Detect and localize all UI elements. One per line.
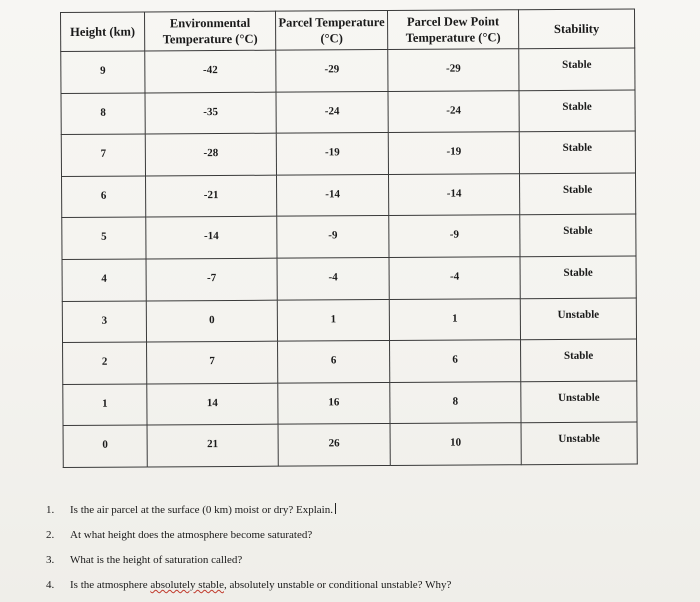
cell-stability: Unstable xyxy=(521,422,637,464)
question-item xyxy=(46,498,451,523)
header-parcel-temperature: Parcel Temperature (°C) xyxy=(275,10,387,50)
cell-parcel-temperature: -4 xyxy=(277,257,389,299)
question-number: 2. xyxy=(46,529,55,541)
question-text[interactable]: What is the height of saturation called? xyxy=(70,554,243,566)
question-number: 1. xyxy=(46,504,55,516)
header-environmental-temperature: Environmental Temperature (°C) xyxy=(145,11,276,51)
cell-dew-point: -29 xyxy=(388,49,519,91)
cell-parcel-temperature: 16 xyxy=(278,382,390,424)
cell-dew-point: -24 xyxy=(388,90,519,132)
cell-environmental-temperature: 21 xyxy=(147,425,278,467)
cell-environmental-temperature: -28 xyxy=(145,133,276,175)
spellcheck-flagged-text[interactable]: absolutely stable xyxy=(150,579,224,591)
cell-height: 8 xyxy=(61,93,145,135)
cell-stability: Stable xyxy=(521,339,637,381)
table-row xyxy=(63,381,637,426)
cell-parcel-temperature: -29 xyxy=(276,49,388,91)
question-number: 4. xyxy=(46,579,55,591)
cell-dew-point: 1 xyxy=(389,298,520,340)
question-item xyxy=(46,548,451,573)
cell-height: 6 xyxy=(62,176,146,218)
cell-environmental-temperature: -7 xyxy=(146,258,277,300)
cell-height: 7 xyxy=(61,134,145,176)
question-item xyxy=(46,573,451,598)
cell-dew-point: 10 xyxy=(390,423,521,465)
cell-environmental-temperature: 14 xyxy=(147,383,278,425)
cell-parcel-temperature: 1 xyxy=(277,299,389,341)
cell-environmental-temperature: -35 xyxy=(145,92,276,134)
question-text[interactable]: At what height does the atmosphere become saturated? xyxy=(70,529,313,541)
question-list xyxy=(46,498,451,598)
cell-parcel-temperature: -24 xyxy=(276,91,388,133)
stability-table xyxy=(60,8,638,467)
cell-stability: Unstable xyxy=(520,298,636,340)
cell-dew-point: -14 xyxy=(388,173,519,215)
cell-height: 9 xyxy=(61,51,145,93)
cell-environmental-temperature: -14 xyxy=(146,217,277,259)
cell-environmental-temperature: -42 xyxy=(145,50,276,92)
text-cursor xyxy=(335,503,336,514)
cell-parcel-temperature: -19 xyxy=(276,133,388,175)
header-height: Height (km) xyxy=(61,12,145,52)
cell-dew-point: -4 xyxy=(389,257,520,299)
cell-height: 3 xyxy=(62,301,146,343)
table-header xyxy=(61,9,635,52)
table-row xyxy=(63,422,637,467)
cell-height: 4 xyxy=(62,259,146,301)
cell-stability: Stable xyxy=(519,131,635,173)
table-row xyxy=(62,256,636,301)
header-row xyxy=(61,9,635,52)
cell-stability: Stable xyxy=(519,173,635,215)
cell-height: 2 xyxy=(63,342,147,384)
header-parcel-dew-point: Parcel Dew Point Temperature (°C) xyxy=(387,10,518,50)
question-text-start[interactable]: Is the atmosphere xyxy=(70,579,151,591)
cell-parcel-temperature: 26 xyxy=(278,424,390,466)
table-row xyxy=(63,339,637,384)
cell-stability: Stable xyxy=(519,48,635,90)
cell-height: 1 xyxy=(63,384,147,426)
cell-dew-point: 8 xyxy=(390,381,521,423)
table-row xyxy=(61,131,635,176)
table-row xyxy=(62,298,636,343)
table-row xyxy=(61,48,635,93)
cell-environmental-temperature: -21 xyxy=(146,175,277,217)
cell-environmental-temperature: 7 xyxy=(147,341,278,383)
table-body xyxy=(61,48,638,467)
cell-parcel-temperature: -9 xyxy=(277,216,389,258)
cell-environmental-temperature: 0 xyxy=(146,300,277,342)
cell-height: 5 xyxy=(62,217,146,259)
question-text-end[interactable]: , absolutely unstable or conditional unstable? Why? xyxy=(223,579,452,591)
cell-stability: Stable xyxy=(519,90,635,132)
cell-parcel-temperature: -14 xyxy=(276,174,388,216)
question-number: 3. xyxy=(46,554,55,566)
table-row xyxy=(62,173,636,218)
table-row xyxy=(61,90,635,135)
cell-height: 0 xyxy=(63,425,147,467)
cell-dew-point: 6 xyxy=(390,340,521,382)
cell-parcel-temperature: 6 xyxy=(278,341,390,383)
table-row xyxy=(62,214,636,259)
cell-stability: Stable xyxy=(520,214,636,256)
cell-stability: Unstable xyxy=(521,381,637,423)
cell-stability: Stable xyxy=(520,256,636,298)
question-text[interactable]: Is the air parcel at the surface (0 km) moist or dry? Explain. xyxy=(70,504,333,516)
cell-dew-point: -9 xyxy=(389,215,520,257)
cell-dew-point: -19 xyxy=(388,132,519,174)
question-item xyxy=(46,523,451,548)
header-stability: Stability xyxy=(518,9,634,49)
